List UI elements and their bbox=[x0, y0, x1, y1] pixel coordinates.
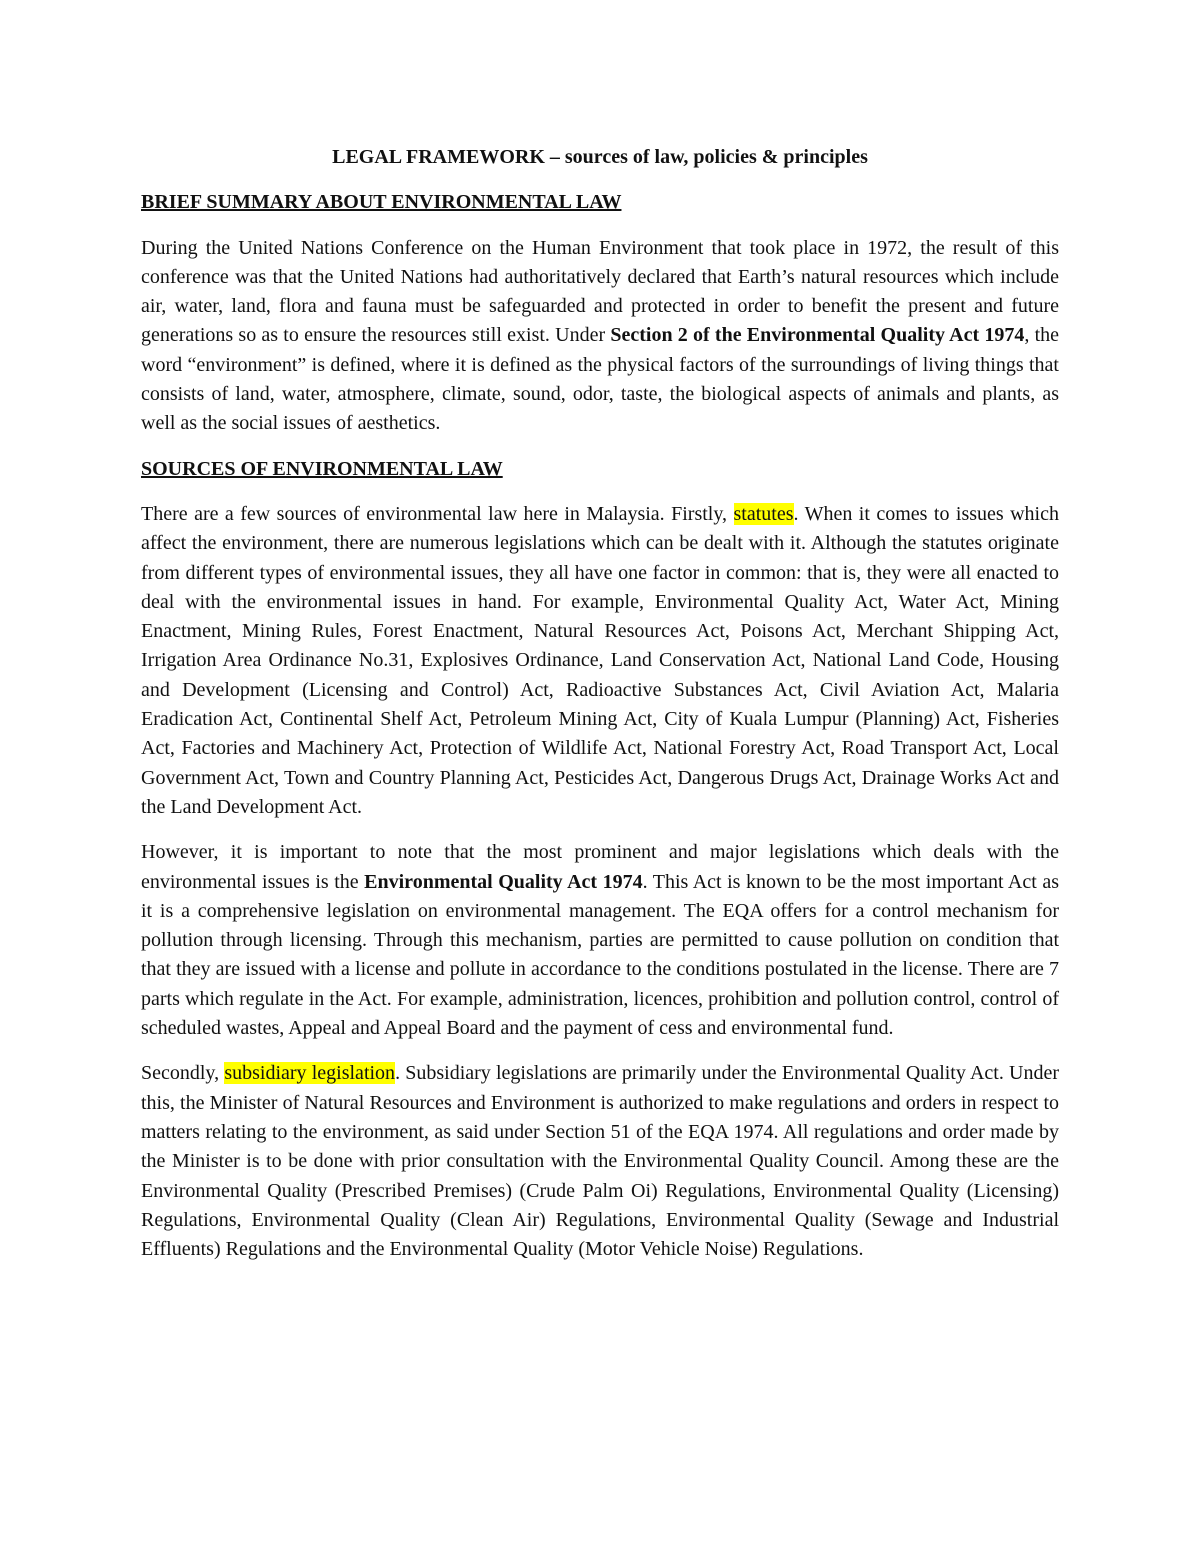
paragraph-text: , the word “environment” is defined, where it is defined as the physical factors of the surroundings of living things that consists of land, water, atmosphere, climate, sound, odor, taste, the biological aspects of animals and plants, as well as the social issues of aesthetics. bbox=[141, 324, 1060, 435]
paragraph-text: During the United Nations Conference on the Human Environment that took place in 1972, the result of this conference was that the United Nations had authoritatively declared that Earth’s natural resources which include air, water, land, flora and fauna must be safeguarded and protected in order to benefit the present and future generations so as to ensure the resources still exist. Under bbox=[141, 236, 1059, 347]
paragraph-eqa bbox=[141, 838, 1059, 1043]
highlighted-term-subsidiary-legislation: subsidiary legislation bbox=[224, 1062, 396, 1085]
paragraph-text: However, it is important to note that the most prominent and major legislations which deals with the environmental issues is the bbox=[141, 841, 1059, 893]
paragraph-text: There are a few sources of environmental law here in Malaysia. Firstly, bbox=[141, 502, 734, 525]
document-title: LEGAL FRAMEWORK – sources of law, policies & principles bbox=[332, 146, 868, 168]
section-heading-sources: SOURCES OF ENVIRONMENTAL LAW bbox=[141, 457, 503, 480]
section-heading-brief-summary: BRIEF SUMMARY ABOUT ENVIRONMENTAL LAW bbox=[141, 191, 622, 214]
paragraph-text: Secondly, bbox=[141, 1062, 225, 1085]
paragraph-text: . This Act is known to be the most important Act as it is a comprehensive legislation on environmental management. The EQA offers for a control mechanism for pollution through licensing. Through this mechanism, parties are permitted to cause pollution on condition that that they are issued with a license and pollute in accordance to the conditions postulated in the license. There are 7 parts which regulate in the Act. For example, administration, licences, prohibition and pollution control, control of scheduled wastes, Appeal and Appeal Board and the payment of cess and environmental fund. bbox=[141, 870, 1059, 1040]
paragraph-subsidiary-legislation bbox=[141, 1059, 1059, 1264]
paragraph-statutes bbox=[141, 500, 1059, 822]
bold-act-name: Environmental Quality Act 1974 bbox=[364, 870, 643, 893]
paragraph-text: . When it comes to issues which affect the environment, there are numerous legislations which can be dealt with it. Although the statutes originate from different types of environmental issues, they all have one factor in common: that is, they were all enacted to deal with the environmental issues in hand. For example, Environmental Quality Act, Water Act, Mining Enactment, Mining Rules, Forest Enactment, Natural Resources Act, Poisons Act, Merchant Shipping Act, Irrigation Area Ordinance No.31, Explosives Ordinance, Land Conservation Act, National Land Code, Housing and Development (Licensing and Control) Act, Radioactive Substances Act, Civil Aviation Act, Malaria Eradication Act, Continental Shelf Act, Petroleum Mining Act, City of Kuala Lumpur (Planning) Act, Fisheries Act, Factories and Machinery Act, Protection of Wildlife Act, National Forestry Act, Road Transport Act, Local Government Act, Town and Country Planning Act, Pesticides Act, Dangerous Drugs Act, Drainage Works Act and the Land Development Act. bbox=[141, 502, 1059, 818]
paragraph-brief-summary bbox=[141, 234, 1059, 439]
bold-citation: Section 2 of the Environmental Quality Act 1974 bbox=[610, 324, 1025, 347]
paragraph-text: . Subsidiary legislations are primarily under the Environmental Quality Act. Under this, the Minister of Natural Resources and Environment is authorized to make regulations and orders in respect to matters relating to the environment, as said under Section 51 of the EQA 1974. All regulations and order made by the Minister is to be done with prior consultation with the Environmental Quality Council. Among these are the Environmental Quality (Prescribed Premises) (Crude Palm Oi) Regulations, Environmental Quality (Licensing) Regulations, Environmental Quality (Clean Air) Regulations, Environmental Quality (Sewage and Industrial Effluents) Regulations and the Environmental Quality (Motor Vehicle Noise) Regulations. bbox=[141, 1062, 1059, 1261]
highlighted-term-statutes: statutes bbox=[733, 502, 794, 525]
